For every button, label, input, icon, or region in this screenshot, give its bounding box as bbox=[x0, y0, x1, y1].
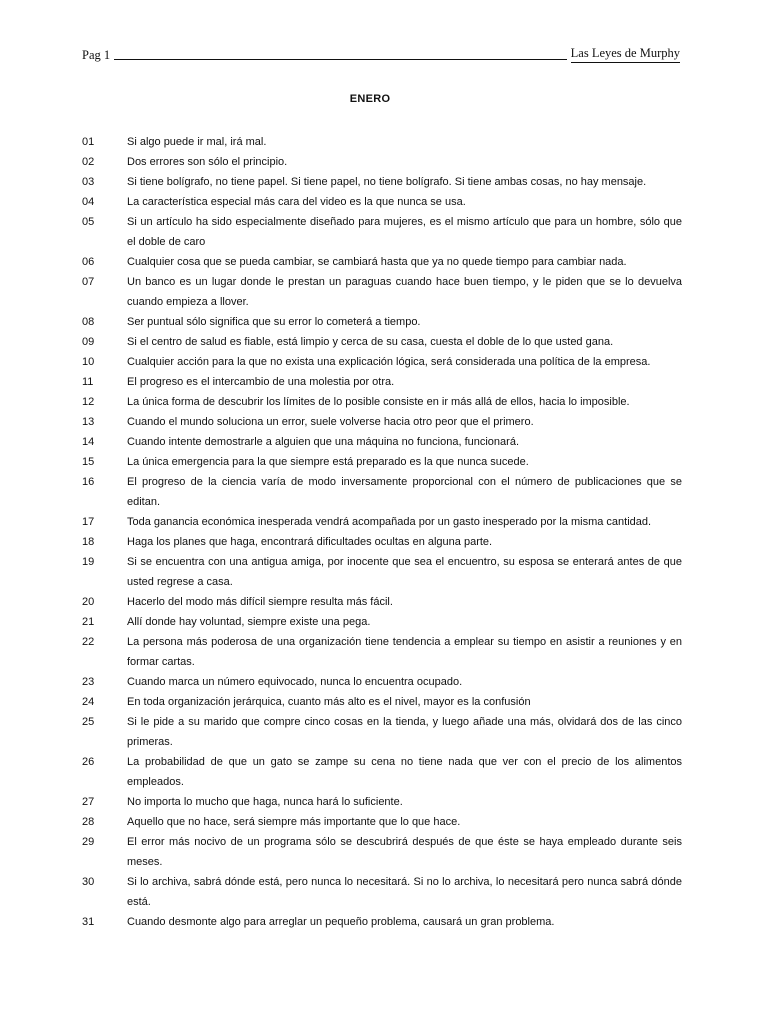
law-number: 21 bbox=[82, 616, 95, 628]
law-text: Cuando el mundo soluciona un error, suele volverse hacia otro peor que el primero. bbox=[127, 416, 534, 428]
law-item bbox=[82, 692, 682, 712]
law-item bbox=[82, 252, 682, 272]
law-text: La única emergencia para la que siempre está preparado es la que nunca sucede. bbox=[127, 456, 529, 468]
law-item bbox=[82, 912, 682, 932]
law-text: El error más nocivo de un programa sólo se descubrirá después de que éste se haya empleado durante seis meses. bbox=[127, 836, 682, 868]
page-number: Pag 1 bbox=[82, 48, 111, 62]
law-number: 22 bbox=[82, 636, 95, 648]
law-item bbox=[82, 632, 682, 672]
law-text: Si tiene bolígrafo, no tiene papel. Si tiene papel, no tiene bolígrafo. Si tiene ambas cosas, no hay mensaje. bbox=[127, 176, 647, 188]
law-text: La persona más poderosa de una organización tiene tendencia a emplear su tiempo en asistir a reuniones y en formar cartas. bbox=[127, 636, 682, 668]
law-text: Haga los planes que haga, encontrará dificultades ocultas en alguna parte. bbox=[127, 536, 493, 548]
law-number: 12 bbox=[82, 396, 95, 408]
law-text: Aquello que no hace, será siempre más importante que lo que hace. bbox=[127, 816, 461, 828]
law-number: 10 bbox=[82, 356, 95, 368]
law-item bbox=[82, 752, 682, 792]
law-item bbox=[82, 172, 682, 192]
law-number: 28 bbox=[82, 816, 95, 828]
law-item bbox=[82, 872, 682, 912]
law-number: 27 bbox=[82, 796, 95, 808]
law-number: 05 bbox=[82, 216, 95, 228]
law-text: Si algo puede ir mal, irá mal. bbox=[127, 136, 267, 148]
law-item bbox=[82, 612, 682, 632]
laws-list bbox=[82, 132, 682, 932]
law-item bbox=[82, 512, 682, 532]
law-number: 07 bbox=[82, 276, 95, 288]
law-text: Cuando intente demostrarle a alguien que una máquina no funciona, funcionará. bbox=[127, 436, 519, 448]
law-text: Ser puntual sólo significa que su error lo cometerá a tiempo. bbox=[127, 316, 421, 328]
law-text: El progreso es el intercambio de una molestia por otra. bbox=[127, 376, 395, 388]
law-text: La probabilidad de que un gato se zampe su cena no tiene nada que ver con el precio de los alimentos empleados. bbox=[127, 756, 682, 788]
law-text: Si le pide a su marido que compre cinco cosas en la tienda, y luego añade una más, olvidará dos de las cinco primeras. bbox=[127, 716, 682, 748]
law-text: Dos errores son sólo el principio. bbox=[127, 156, 288, 168]
law-text: Toda ganancia económica inesperada vendrá acompañada por un gasto inesperado por la misma cantidad. bbox=[127, 516, 652, 528]
law-item bbox=[82, 832, 682, 872]
law-number: 13 bbox=[82, 416, 95, 428]
law-text: El progreso de la ciencia varía de modo inversamente proporcional con el número de publicaciones que se editan. bbox=[127, 476, 682, 508]
law-item bbox=[82, 792, 682, 812]
law-number: 06 bbox=[82, 256, 95, 268]
law-number: 14 bbox=[82, 436, 95, 448]
law-item bbox=[82, 552, 682, 592]
law-item bbox=[82, 212, 682, 252]
law-number: 18 bbox=[82, 536, 95, 548]
law-number: 08 bbox=[82, 316, 95, 328]
law-item bbox=[82, 672, 682, 692]
law-text: Allí donde hay voluntad, siempre existe una pega. bbox=[127, 616, 371, 628]
law-text: Si se encuentra con una antigua amiga, por inocente que sea el encuentro, su esposa se enterará antes de que usted regrese a casa. bbox=[127, 556, 682, 588]
law-item bbox=[82, 712, 682, 752]
law-number: 16 bbox=[82, 476, 95, 488]
law-item bbox=[82, 132, 682, 152]
law-item bbox=[82, 312, 682, 332]
law-text: Cuando desmonte algo para arreglar un pequeño problema, causará un gran problema. bbox=[127, 916, 555, 928]
law-item bbox=[82, 472, 682, 512]
law-number: 31 bbox=[82, 916, 95, 928]
law-item bbox=[82, 452, 682, 472]
law-number: 03 bbox=[82, 176, 95, 188]
law-text: Si lo archiva, sabrá dónde está, pero nunca lo necesitará. Si no lo archiva, lo necesitará pero nunca sabrá dónde está. bbox=[127, 876, 682, 908]
law-text: Si un artículo ha sido especialmente diseñado para mujeres, es el mismo artículo que para un hombre, sólo que el doble de caro bbox=[127, 216, 682, 248]
law-number: 09 bbox=[82, 336, 95, 348]
law-text: Cualquier cosa que se pueda cambiar, se cambiará hasta que ya no quede tiempo para cambiar nada. bbox=[127, 256, 627, 268]
law-number: 04 bbox=[82, 196, 95, 208]
document-title: Las Leyes de Murphy bbox=[571, 46, 680, 63]
law-number: 19 bbox=[82, 556, 95, 568]
month-heading: ENERO bbox=[349, 93, 391, 105]
law-text: Si el centro de salud es fiable, está limpio y cerca de su casa, cuesta el doble de lo que usted gana. bbox=[127, 336, 614, 348]
law-item bbox=[82, 332, 682, 352]
law-item bbox=[82, 812, 682, 832]
law-text: Un banco es un lugar donde le prestan un paraguas cuando hace buen tiempo, y le piden que se lo devuelva cuando empieza a llover. bbox=[127, 276, 682, 308]
law-item bbox=[82, 412, 682, 432]
law-text: No importa lo mucho que haga, nunca hará lo suficiente. bbox=[127, 796, 403, 808]
law-item bbox=[82, 192, 682, 212]
law-number: 29 bbox=[82, 836, 95, 848]
law-number: 15 bbox=[82, 456, 95, 468]
law-number: 23 bbox=[82, 676, 95, 688]
law-text: Hacerlo del modo más difícil siempre resulta más fácil. bbox=[127, 596, 393, 608]
law-text: En toda organización jerárquica, cuanto más alto es el nivel, mayor es la confusión bbox=[127, 696, 531, 708]
law-item bbox=[82, 352, 682, 372]
law-text: La característica especial más cara del video es la que nunca se usa. bbox=[127, 196, 466, 208]
law-item bbox=[82, 392, 682, 412]
law-item bbox=[82, 432, 682, 452]
law-item bbox=[82, 372, 682, 392]
law-number: 24 bbox=[82, 696, 95, 708]
header-rule bbox=[114, 59, 567, 60]
law-number: 02 bbox=[82, 156, 95, 168]
law-number: 01 bbox=[82, 136, 95, 148]
law-item bbox=[82, 592, 682, 612]
law-item bbox=[82, 272, 682, 312]
page-header bbox=[82, 46, 680, 63]
law-number: 20 bbox=[82, 596, 95, 608]
law-number: 11 bbox=[82, 376, 94, 388]
law-item bbox=[82, 532, 682, 552]
law-number: 26 bbox=[82, 756, 95, 768]
law-item bbox=[82, 152, 682, 172]
law-number: 25 bbox=[82, 716, 95, 728]
law-number: 30 bbox=[82, 876, 95, 888]
law-text: La única forma de descubrir los límites de lo posible consiste en ir más allá de ellos, hacia lo imposible. bbox=[127, 396, 630, 408]
law-text: Cuando marca un número equivocado, nunca lo encuentra ocupado. bbox=[127, 676, 463, 688]
law-text: Cualquier acción para la que no exista una explicación lógica, será considerada una política de la empresa. bbox=[127, 356, 651, 368]
law-number: 17 bbox=[82, 516, 95, 528]
